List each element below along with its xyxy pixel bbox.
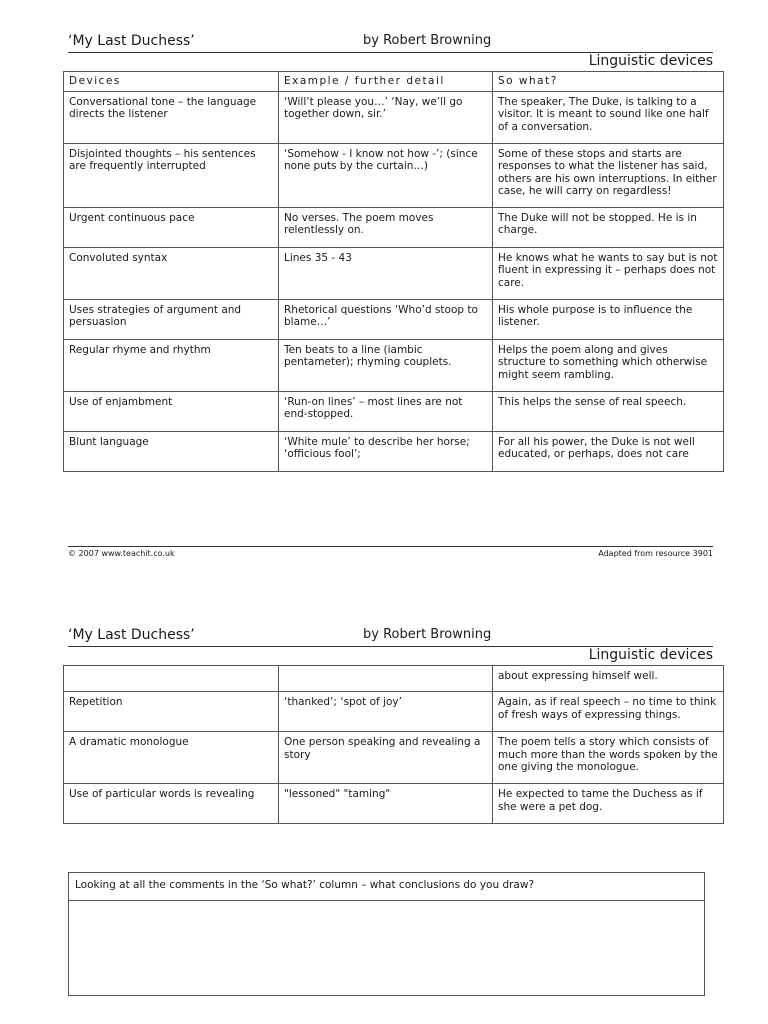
table-row	[64, 431, 724, 471]
section-subtitle: Linguistic devices	[588, 53, 713, 69]
so-what-cell: Helps the poem along and gives structure to something which otherwise might seem rambling.	[493, 339, 724, 391]
column-header-so-what: So what?	[493, 72, 724, 92]
so-what-cell: about expressing himself well.	[493, 666, 724, 692]
table-row	[64, 91, 724, 143]
page-footer	[68, 546, 713, 558]
so-what-cell: The Duke will not be stopped. He is in charge.	[493, 207, 724, 247]
example-cell: Ten beats to a line (iambic pentameter); rhyming couplets.	[279, 339, 493, 391]
poem-author: by Robert Browning	[363, 33, 492, 48]
footer-rule	[68, 546, 713, 547]
example-cell: Lines 35 - 43	[279, 247, 493, 299]
poem-author: by Robert Browning	[363, 627, 492, 642]
table-row	[64, 732, 724, 784]
so-what-cell: He expected to tame the Duchess as if she were a pet dog.	[493, 784, 724, 824]
table-row	[64, 666, 724, 692]
copyright-text: © 2007 www.teachit.co.uk	[68, 549, 175, 558]
table-row	[64, 299, 724, 339]
so-what-cell: This helps the sense of real speech.	[493, 391, 724, 431]
section-subtitle: Linguistic devices	[588, 647, 713, 663]
page1-header	[68, 33, 713, 53]
example-cell: ‘White mule’ to describe her horse; ‘officious fool’;	[279, 431, 493, 471]
so-what-cell: His whole purpose is to influence the listener.	[493, 299, 724, 339]
table-row	[64, 143, 724, 207]
so-what-cell: Again, as if real speech – no time to think of fresh ways of expressing things.	[493, 692, 724, 732]
conclusion-answer-area[interactable]	[69, 901, 704, 995]
device-cell: Use of particular words is revealing	[64, 784, 279, 824]
device-cell	[64, 666, 279, 692]
table-row	[64, 207, 724, 247]
resource-credit: Adapted from resource 3901	[598, 549, 713, 558]
device-cell: A dramatic monologue	[64, 732, 279, 784]
table-row	[64, 247, 724, 299]
conclusion-box	[68, 872, 705, 996]
device-cell: Uses strategies of argument and persuasion	[64, 299, 279, 339]
device-cell: Conversational tone – the language directs the listener	[64, 91, 279, 143]
device-cell: Urgent continuous pace	[64, 207, 279, 247]
device-cell: Use of enjambment	[64, 391, 279, 431]
table-row	[64, 339, 724, 391]
device-cell: Disjointed thoughts – his sentences are frequently interrupted	[64, 143, 279, 207]
so-what-cell: The speaker, The Duke, is talking to a visitor. It is meant to sound like one half of a conversation.	[493, 91, 724, 143]
page2-header	[68, 627, 713, 647]
device-cell: Blunt language	[64, 431, 279, 471]
conclusion-prompt: Looking at all the comments in the ‘So what?’ column – what conclusions do you draw?	[69, 873, 704, 901]
devices-table-continued	[63, 665, 724, 824]
example-cell: ‘Run-on lines’ – most lines are not end-stopped.	[279, 391, 493, 431]
so-what-cell: The poem tells a story which consists of much more than the words spoken by the one giving the monologue.	[493, 732, 724, 784]
example-cell: No verses. The poem moves relentlessly on.	[279, 207, 493, 247]
table-row	[64, 784, 724, 824]
table-header-row	[64, 72, 724, 92]
poem-title: ‘My Last Duchess’	[68, 33, 195, 49]
poem-title: ‘My Last Duchess’	[68, 627, 195, 643]
devices-table	[63, 71, 724, 472]
example-cell: ‘Somehow - I know not how -’; (since none puts by the curtain…)	[279, 143, 493, 207]
table-row	[64, 692, 724, 732]
device-cell: Repetition	[64, 692, 279, 732]
example-cell: ‘Will’t please you…’ ‘Nay, we’ll go together down, sir.’	[279, 91, 493, 143]
column-header-example: Example / further detail	[279, 72, 493, 92]
so-what-cell: Some of these stops and starts are responses to what the listener has said, others are his own interruptions. In either case, he will carry on regardless!	[493, 143, 724, 207]
example-cell	[279, 666, 493, 692]
example-cell: Rhetorical questions ‘Who’d stoop to blame…’	[279, 299, 493, 339]
table-row	[64, 391, 724, 431]
so-what-cell: He knows what he wants to say but is not fluent in expressing it – perhaps does not care.	[493, 247, 724, 299]
so-what-cell: For all his power, the Duke is not well educated, or perhaps, does not care	[493, 431, 724, 471]
device-cell: Regular rhyme and rhythm	[64, 339, 279, 391]
example-cell: One person speaking and revealing a story	[279, 732, 493, 784]
example-cell: ‘thanked’; ‘spot of joy’	[279, 692, 493, 732]
example-cell: "lessoned" "taming"	[279, 784, 493, 824]
device-cell: Convoluted syntax	[64, 247, 279, 299]
column-header-devices: Devices	[64, 72, 279, 92]
